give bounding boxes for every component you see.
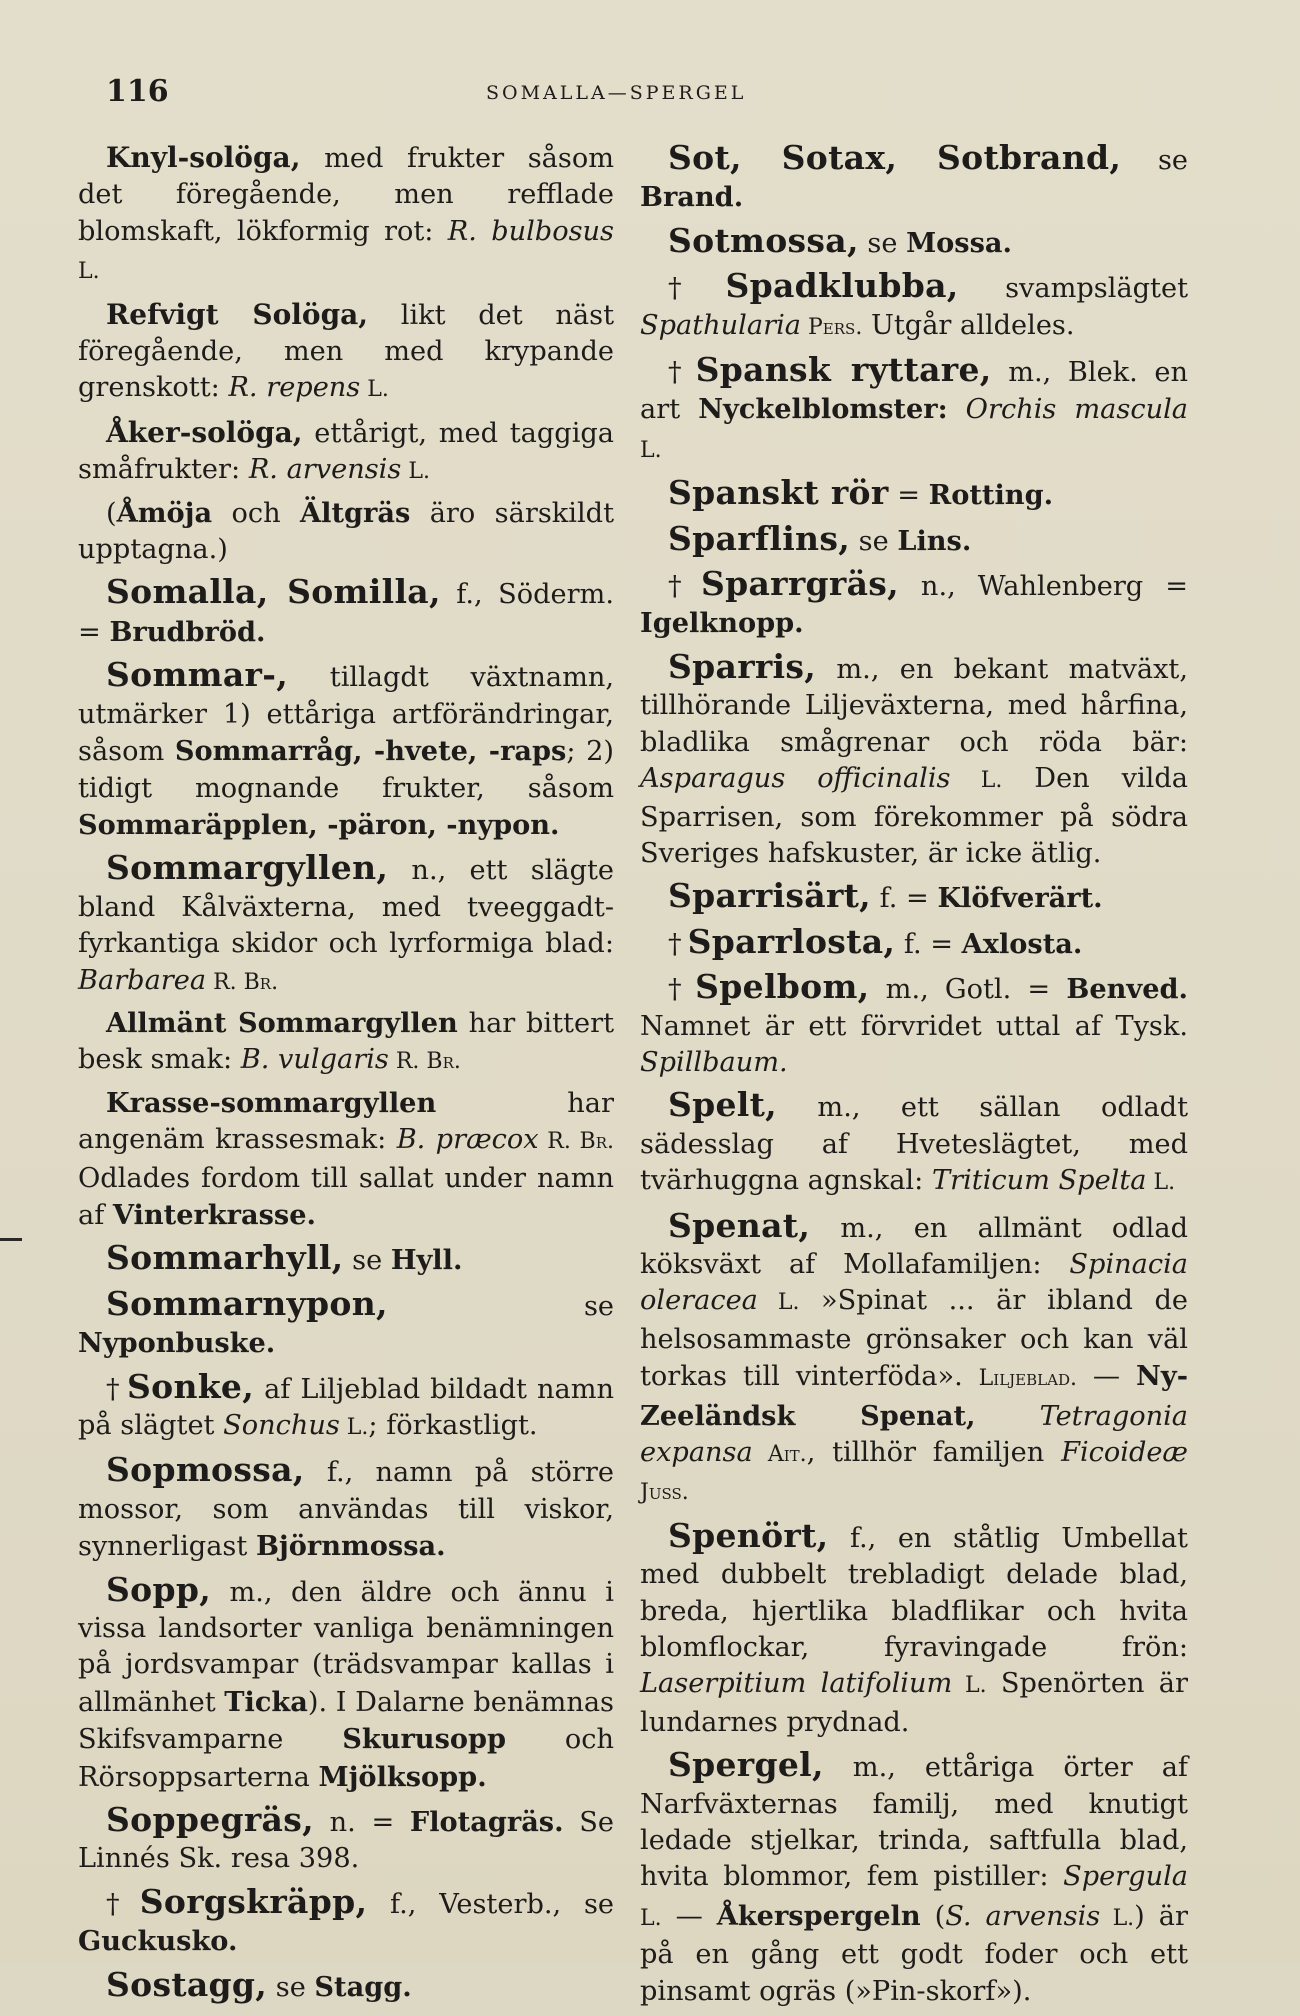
latin-name: Triticum Spelta	[931, 1165, 1147, 1197]
entry-sopmossa	[78, 1452, 614, 1565]
author-abbrev: L.	[401, 459, 430, 485]
entry-spenort	[640, 1515, 1188, 1741]
latin-name: Tetragonia expansa	[640, 1400, 1189, 1468]
headword: Refvigt Solöga,	[106, 297, 369, 331]
subheadword: Allmänt Sommargyllen	[106, 1006, 458, 1039]
definition: Namnet är ett förvridet uttal af Tysk.	[640, 1010, 1188, 1042]
author-abbrev: Ait.	[752, 1442, 807, 1467]
author-abbrev: Juss.	[640, 1480, 689, 1506]
definition: och Rörsoppsarterna	[78, 1724, 614, 1793]
headword: Spergel,	[668, 1745, 824, 1785]
definition: f., en ståtlig Umbellat med dubbelt trebladigt delade blad, breda, hjertlika bladflikar och hvita blomflockar, fyravingade frön:	[640, 1522, 1188, 1664]
entry-sorgskrapp	[78, 1881, 614, 1961]
headword: Spansk ryttare,	[695, 350, 992, 390]
definition: se	[343, 1245, 391, 1277]
author-abbrev: L.	[1146, 1170, 1176, 1196]
latin-name: R. bulbosus	[447, 215, 614, 247]
definition: , tillhör familjen	[806, 1437, 1062, 1468]
entry-sparrgras	[640, 566, 1188, 643]
entry-sommarhyll	[78, 1240, 614, 1279]
definition: m., Blek. en art	[640, 357, 1188, 426]
author-abbrev: L.	[78, 259, 100, 285]
entry-allmant-sommargyllen	[78, 1005, 614, 1081]
definition: n., ett slägte bland Kålväxterna, med tveeggadt-fyrkantiga skidor och lyrformiga blad:	[78, 855, 614, 960]
headword: Sparrisärt,	[668, 876, 871, 916]
entry-spansk-ryttare	[640, 352, 1188, 469]
author-abbrev: L.	[950, 768, 1003, 794]
entry-sot	[640, 140, 1188, 217]
cross-ref: Axlosta.	[961, 927, 1083, 960]
cross-ref: Igelknopp.	[640, 607, 804, 640]
latin-name: Laserpitium latifolium	[640, 1668, 953, 1700]
headword: Sot, Sotax, Sotbrand,	[668, 138, 1122, 177]
entry-krasse-sommargyllen	[78, 1085, 614, 1235]
cross-ref: Vinterkrasse.	[112, 1198, 316, 1231]
latin-name: R. repens	[228, 372, 361, 404]
definition: Spenörten är lundarnes prydnad.	[640, 1668, 1188, 1738]
headword: Sommar-,	[106, 655, 289, 695]
headword: Sommarnypon,	[106, 1283, 388, 1323]
entry-soppegras	[78, 1802, 614, 1878]
headword: Sommargyllen,	[106, 848, 389, 888]
headword: Sopmossa,	[106, 1450, 305, 1490]
definition: tillagdt växtnamn, utmärker 1) ettåriga artförändringar, såsom	[78, 662, 614, 768]
cross-ref: Stagg.	[314, 1970, 412, 2003]
headword: Sopp,	[106, 1569, 211, 1609]
headword: Sparflins,	[668, 518, 851, 558]
definition: m., en allmänt odlad köksväxt af Mollafamiljen:	[640, 1212, 1188, 1280]
latin-name: Spinacia oleracea	[640, 1248, 1188, 1317]
headword: Spenört,	[668, 1515, 829, 1555]
right-column	[640, 140, 1188, 2016]
entry-sparrisart	[640, 878, 1188, 917]
entry-sotmossa	[640, 220, 1188, 262]
definition: ettårigt, med taggiga småfrukter:	[78, 417, 614, 486]
author-abbrev: R. Br.	[538, 1129, 614, 1155]
cross-ref: Nyckelblomster:	[698, 393, 948, 426]
definition: Den vilda Sparrisen, som förekommer på södra Sveriges hafskuster, är icke ätlig.	[640, 763, 1188, 869]
latin-name: Asparagus officinalis	[640, 763, 951, 795]
obsolete-mark: †	[668, 571, 695, 603]
latin-name: Sonchus	[223, 1410, 340, 1441]
note-text: (	[106, 497, 117, 529]
definition: Utgår alldeles.	[862, 309, 1075, 341]
cross-ref: Klöfverärt.	[937, 882, 1103, 915]
page-number: 116	[106, 74, 169, 109]
foreign-word: Spillbaum.	[640, 1046, 788, 1078]
headword: Spelt,	[668, 1085, 777, 1125]
obsolete-mark: †	[106, 1888, 134, 1920]
latin-name: B. præcox	[396, 1124, 539, 1156]
cross-ref: Sommaräpplen, -päron, -nypon.	[78, 808, 560, 841]
entry-sparris	[640, 646, 1188, 872]
cross-ref: Sommarråg, -hvete, -raps	[174, 735, 567, 768]
cross-ref: Rotting.	[928, 479, 1054, 512]
left-column	[78, 140, 614, 2012]
entry-knyl-sologa	[78, 140, 614, 291]
subheadword: Ny-Zeeländsk Spenat,	[640, 1360, 1188, 1432]
definition: svampslägtet	[958, 273, 1188, 305]
subheadword: Åkerspergeln	[716, 1899, 921, 1932]
definition: har angenäm krassesmak:	[78, 1087, 614, 1156]
quote-source: Liljeblad.	[978, 1366, 1077, 1392]
definition: likt det näst föregående, men med krypande grenskott:	[78, 299, 614, 404]
definition: f., Vesterb., se	[367, 1888, 614, 1920]
definition: f., Söderm. =	[78, 579, 614, 648]
definition: n., Wahlenberg =	[898, 571, 1188, 603]
cross-ref: Brudbröd.	[109, 615, 266, 648]
definition: se	[858, 227, 907, 259]
headword: Sostagg,	[106, 1964, 268, 2004]
definition: n. =	[313, 1807, 410, 1839]
entry-refvigt-sologa	[78, 297, 614, 409]
author-abbrev: L.	[952, 1673, 987, 1699]
cross-ref: Hyll.	[390, 1244, 463, 1277]
obsolete-mark: †	[668, 974, 690, 1006]
headword: Soppegräs,	[106, 1800, 314, 1840]
latin-name: B. vulgaris	[240, 1044, 389, 1076]
cross-ref: Skurusopp	[342, 1723, 507, 1756]
headword: Spenat,	[668, 1205, 811, 1245]
entry-sommar	[78, 657, 614, 844]
definition: —	[1076, 1361, 1137, 1393]
headword: Sommarhyll,	[106, 1238, 344, 1278]
latin-name: Orchis mascula	[947, 394, 1188, 426]
latin-name: Spathularia	[640, 309, 801, 341]
headword: Åker-solöga,	[106, 415, 303, 449]
headword: Spanskt rör	[668, 473, 889, 513]
cross-ref: Björnmossa.	[255, 1530, 446, 1563]
cross-ref: Flotagräs.	[409, 1806, 564, 1839]
definition: se	[387, 1290, 614, 1322]
entry-spergel	[640, 1747, 1188, 2010]
note-text: äro särskildt upptagna.)	[78, 497, 614, 566]
entry-note	[78, 495, 614, 569]
entry-aker-sologa	[78, 415, 614, 491]
definition: se	[1121, 145, 1189, 176]
latin-name: Barbarea	[78, 964, 207, 996]
cross-ref: Mjölksopp.	[318, 1760, 487, 1793]
latin-name: Ficoideæ	[1061, 1437, 1188, 1468]
definition: af Liljeblad bildadt namn på slägtet	[78, 1373, 615, 1441]
headword: Sonke,	[127, 1366, 255, 1406]
author-abbrev: R. Br.	[388, 1049, 461, 1075]
headword: Knyl-solöga,	[106, 141, 301, 174]
definition: ; 2) tidigt mognande frukter, såsom	[78, 736, 614, 804]
headword: Somalla, Somilla,	[106, 572, 441, 612]
cross-ref: Ältgräs	[300, 496, 411, 529]
entry-somalla	[78, 574, 614, 651]
definition: ) är på en gång ett godt foder och ett pinsamt ogräs (»Pin-skorf»).	[640, 1900, 1188, 2007]
cross-ref: Mossa.	[906, 226, 1013, 259]
obsolete-mark: †	[668, 928, 682, 960]
latin-name: S. arvensis	[945, 1900, 1101, 1932]
latin-name: Spergula	[1063, 1861, 1188, 1893]
running-head: SOMALLA—SPERGEL	[486, 82, 747, 104]
entry-spelt	[640, 1087, 1188, 1201]
definition: m., ett sällan odladt sädesslag af Hveteslägtet, med tvärhuggna agnskal:	[640, 1092, 1188, 1197]
definition: f. =	[895, 928, 962, 960]
author-abbrev: L.	[640, 1905, 662, 1931]
entry-spelbom	[640, 969, 1188, 1081]
obsolete-mark: †	[668, 273, 720, 305]
headword: Sparrlosta,	[687, 921, 896, 961]
headword: Sparrgräs,	[700, 564, 899, 604]
definition: Se Linnés Sk. resa 398.	[78, 1807, 615, 1875]
author-abbrev: L.	[757, 1290, 800, 1316]
entry-sopp	[78, 1569, 614, 1796]
headword: Sorgskräpp,	[139, 1881, 368, 1921]
definition: f., namn på större mossor, som användas till viskor, synnerligast	[78, 1457, 614, 1563]
entry-sparrlosta	[640, 921, 1188, 963]
author-abbrev: R. Br.	[206, 969, 279, 995]
definition: har bittert besk smak:	[78, 1007, 614, 1076]
entry-sonke	[78, 1366, 615, 1447]
author-abbrev: L.	[339, 1415, 369, 1440]
definition: ). I Dalarne benämnas Skifsvamparne	[78, 1686, 614, 1756]
definition: (	[920, 1900, 946, 1932]
cross-ref: Guckusko.	[78, 1925, 238, 1958]
definition: m., den äldre och ännu i vissa landsorter vanliga benämningen på jordsvampar (trädsvampar kallas i allmänhet	[78, 1576, 614, 1718]
definition: se	[267, 1971, 315, 2003]
entry-sommarnypon	[78, 1283, 614, 1363]
definition: med frukter såsom det föregående, men refflade blomskaft, lökformig rot:	[78, 143, 614, 247]
note-text: och	[212, 497, 301, 529]
definition: =	[888, 480, 929, 512]
entry-spadklubba	[640, 268, 1188, 346]
margin-mark	[0, 1238, 22, 1241]
definition: f. =	[870, 883, 938, 915]
definition: m., en bekant matväxt, tillhörande Liljeväxterna, med hårfina, bladlika smågrenar och röda bär:	[640, 653, 1188, 758]
author-abbrev: L.	[640, 437, 662, 463]
subheadword: Krasse-sommargyllen	[106, 1086, 437, 1119]
headword: Spelbom,	[695, 967, 870, 1007]
author-abbrev: L.	[360, 377, 389, 403]
cross-ref: Benved.	[1066, 973, 1189, 1006]
entry-sparflins	[640, 518, 1188, 560]
entry-sostagg	[78, 1964, 614, 2006]
definition: ; förkastligt.	[368, 1410, 538, 1441]
quotation: »Spinat ... är ibland de helsosammaste grönsaker och kan väl torkas till vinterföda».	[640, 1285, 1188, 1393]
definition: m., Gotl. =	[869, 974, 1067, 1006]
cross-ref: Brand.	[640, 181, 744, 214]
obsolete-mark: †	[106, 1373, 122, 1405]
author-abbrev: L.	[1100, 1905, 1135, 1931]
headword: Sparris,	[668, 646, 817, 686]
headword: Spadklubba,	[725, 266, 959, 306]
cross-ref: Nyponbuske.	[78, 1327, 276, 1360]
entry-spenat	[640, 1205, 1189, 1512]
latin-name: R. arvensis	[248, 454, 402, 486]
definition: Odlades fordom till sallat under namn af	[78, 1162, 614, 1231]
entry-sommargyllen	[78, 850, 614, 1001]
headword: Sotmossa,	[668, 220, 859, 260]
cross-ref: Ticka	[224, 1685, 308, 1718]
author-abbrev: Pers.	[801, 314, 863, 340]
entry-spanskt-ror	[640, 475, 1188, 514]
cross-ref: Åmöja	[116, 496, 213, 529]
obsolete-mark: †	[668, 357, 690, 389]
definition: —	[661, 1900, 717, 1932]
cross-ref: Lins.	[897, 524, 972, 557]
definition: m., ettåriga örter af Narfväxternas familj, med knutigt ledade stjelkar, trinda, saftfulla blad, hvita blommor, fem pistiller:	[640, 1752, 1188, 1893]
definition: se	[850, 525, 898, 557]
